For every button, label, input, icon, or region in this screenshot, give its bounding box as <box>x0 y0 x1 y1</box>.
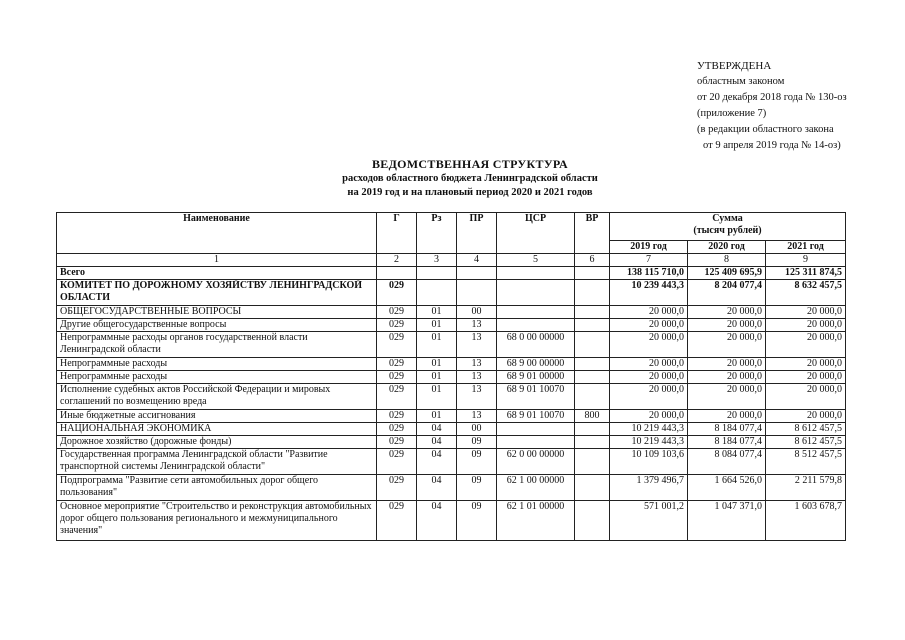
row-value-2021: 8 632 457,5 <box>766 280 846 306</box>
row-vr <box>575 475 610 501</box>
row-g: 029 <box>377 501 417 541</box>
row-name: Исполнение судебных актов Российской Федерации и мировых соглашений по возмещению вреда <box>57 384 377 410</box>
row-pr <box>457 267 497 280</box>
row-rz: 04 <box>417 436 457 449</box>
column-index: 3 <box>417 254 457 267</box>
row-csr: 68 0 00 00000 <box>497 332 575 358</box>
row-value-2021: 8 512 457,5 <box>766 449 846 475</box>
row-vr <box>575 306 610 319</box>
row-name: Непрограммные расходы <box>57 371 377 384</box>
row-rz <box>417 280 457 306</box>
row-pr: 13 <box>457 371 497 384</box>
row-vr <box>575 332 610 358</box>
row-value-2019: 138 115 710,0 <box>610 267 688 280</box>
header-year-2021: 2021 год <box>766 241 846 254</box>
approval-line: от 20 декабря 2018 года № 130-оз <box>697 92 847 103</box>
row-rz: 01 <box>417 358 457 371</box>
table-row <box>57 384 846 410</box>
row-csr <box>497 306 575 319</box>
row-value-2021: 20 000,0 <box>766 358 846 371</box>
row-value-2019: 10 109 103,6 <box>610 449 688 475</box>
row-pr: 09 <box>457 475 497 501</box>
table-row <box>57 267 846 280</box>
table-row <box>57 332 846 358</box>
row-pr: 13 <box>457 319 497 332</box>
row-name: Всего <box>57 267 377 280</box>
title-line-2: расходов областного бюджета Ленинградской области <box>342 173 598 184</box>
row-csr: 62 1 00 00000 <box>497 475 575 501</box>
header-pr: ПР <box>457 213 497 254</box>
row-name: Подпрограмма "Развитие сети автомобильных дорог общего пользования" <box>57 475 377 501</box>
row-g: 029 <box>377 436 417 449</box>
row-csr <box>497 267 575 280</box>
row-value-2020: 20 000,0 <box>688 371 766 384</box>
column-index: 1 <box>57 254 377 267</box>
approval-line: (приложение 7) <box>697 108 767 119</box>
row-rz: 01 <box>417 332 457 358</box>
row-rz: 01 <box>417 306 457 319</box>
row-name: НАЦИОНАЛЬНАЯ ЭКОНОМИКА <box>57 423 377 436</box>
row-g: 029 <box>377 449 417 475</box>
row-rz: 04 <box>417 449 457 475</box>
table-row <box>57 306 846 319</box>
row-g: 029 <box>377 371 417 384</box>
header-sum <box>610 213 846 241</box>
row-g: 029 <box>377 306 417 319</box>
row-name: КОМИТЕТ ПО ДОРОЖНОМУ ХОЗЯЙСТВУ ЛЕНИНГРАДСКОЙ ОБЛАСТИ <box>57 280 377 306</box>
document-title <box>250 157 690 200</box>
row-value-2020: 125 409 695,9 <box>688 267 766 280</box>
column-index: 6 <box>575 254 610 267</box>
column-index: 9 <box>766 254 846 267</box>
row-value-2021: 1 603 678,7 <box>766 501 846 541</box>
row-value-2020: 8 084 077,4 <box>688 449 766 475</box>
row-vr: 800 <box>575 410 610 423</box>
row-value-2020: 20 000,0 <box>688 410 766 423</box>
column-index: 7 <box>610 254 688 267</box>
row-value-2020: 1 047 371,0 <box>688 501 766 541</box>
row-name: Иные бюджетные ассигнования <box>57 410 377 423</box>
row-name: Другие общегосударственные вопросы <box>57 319 377 332</box>
row-g: 029 <box>377 319 417 332</box>
row-value-2021: 2 211 579,8 <box>766 475 846 501</box>
table-row <box>57 319 846 332</box>
row-value-2019: 20 000,0 <box>610 371 688 384</box>
column-index: 5 <box>497 254 575 267</box>
title-line-3: на 2019 год и на плановый период 2020 и 2021 годов <box>347 187 593 198</box>
row-g: 029 <box>377 423 417 436</box>
table-row <box>57 449 846 475</box>
row-vr <box>575 358 610 371</box>
row-value-2020: 8 184 077,4 <box>688 423 766 436</box>
row-rz: 04 <box>417 501 457 541</box>
row-vr <box>575 280 610 306</box>
row-rz: 01 <box>417 319 457 332</box>
row-vr <box>575 449 610 475</box>
header-vr: ВР <box>575 213 610 254</box>
row-g: 029 <box>377 475 417 501</box>
header-year-2020: 2020 год <box>688 241 766 254</box>
row-value-2021: 20 000,0 <box>766 384 846 410</box>
row-vr <box>575 436 610 449</box>
header-sum-unit: (тысяч рублей) <box>693 225 762 236</box>
row-name: Непрограммные расходы <box>57 358 377 371</box>
header-rz: Рз <box>417 213 457 254</box>
row-g: 029 <box>377 410 417 423</box>
row-vr <box>575 371 610 384</box>
row-name: ОБЩЕГОСУДАРСТВЕННЫЕ ВОПРОСЫ <box>57 306 377 319</box>
column-index: 4 <box>457 254 497 267</box>
row-rz: 01 <box>417 384 457 410</box>
row-value-2020: 8 184 077,4 <box>688 436 766 449</box>
row-csr: 68 9 01 00000 <box>497 371 575 384</box>
row-csr: 62 1 01 00000 <box>497 501 575 541</box>
table-row <box>57 475 846 501</box>
row-vr <box>575 501 610 541</box>
row-value-2019: 20 000,0 <box>610 306 688 319</box>
header-g: Г <box>377 213 417 254</box>
row-csr <box>497 436 575 449</box>
row-g <box>377 267 417 280</box>
row-value-2019: 20 000,0 <box>610 358 688 371</box>
row-name: Основное мероприятие "Строительство и реконструкция автомобильных дорог общего пользования регионального и межмуниципального значения" <box>57 501 377 541</box>
row-csr: 68 9 01 10070 <box>497 384 575 410</box>
row-value-2019: 10 239 443,3 <box>610 280 688 306</box>
row-csr: 62 0 00 00000 <box>497 449 575 475</box>
row-pr: 13 <box>457 332 497 358</box>
row-rz: 01 <box>417 371 457 384</box>
row-csr <box>497 319 575 332</box>
title-line-1: ВЕДОМСТВЕННАЯ СТРУКТУРА <box>372 157 568 171</box>
row-value-2020: 8 204 077,4 <box>688 280 766 306</box>
row-pr: 09 <box>457 449 497 475</box>
row-value-2021: 20 000,0 <box>766 410 846 423</box>
row-pr: 13 <box>457 384 497 410</box>
table-row <box>57 358 846 371</box>
row-value-2019: 1 379 496,7 <box>610 475 688 501</box>
row-name: Государственная программа Ленинградской области "Развитие транспортной системы Ленинградской области" <box>57 449 377 475</box>
table-row <box>57 410 846 423</box>
row-pr: 09 <box>457 501 497 541</box>
approval-line: УТВЕРЖДЕНА <box>697 60 772 72</box>
row-value-2021: 20 000,0 <box>766 371 846 384</box>
row-g: 029 <box>377 280 417 306</box>
row-value-2021: 8 612 457,5 <box>766 436 846 449</box>
row-value-2019: 10 219 443,3 <box>610 423 688 436</box>
row-value-2020: 20 000,0 <box>688 306 766 319</box>
row-value-2021: 20 000,0 <box>766 306 846 319</box>
row-value-2020: 20 000,0 <box>688 384 766 410</box>
row-csr: 68 9 01 10070 <box>497 410 575 423</box>
row-value-2020: 20 000,0 <box>688 332 766 358</box>
header-year-2019: 2019 год <box>610 241 688 254</box>
row-value-2019: 20 000,0 <box>610 410 688 423</box>
table-row <box>57 436 846 449</box>
table-row <box>57 280 846 306</box>
row-value-2019: 571 001,2 <box>610 501 688 541</box>
row-value-2021: 125 311 874,5 <box>766 267 846 280</box>
row-rz: 04 <box>417 423 457 436</box>
table-row <box>57 371 846 384</box>
row-value-2021: 20 000,0 <box>766 319 846 332</box>
row-value-2019: 20 000,0 <box>610 332 688 358</box>
row-g: 029 <box>377 384 417 410</box>
row-value-2020: 20 000,0 <box>688 358 766 371</box>
table-row <box>57 501 846 541</box>
row-rz: 01 <box>417 410 457 423</box>
row-pr <box>457 280 497 306</box>
row-name: Дорожное хозяйство (дорожные фонды) <box>57 436 377 449</box>
row-pr: 13 <box>457 410 497 423</box>
header-name: Наименование <box>57 213 377 254</box>
approval-stamp <box>697 58 847 154</box>
header-csr: ЦСР <box>497 213 575 254</box>
row-csr <box>497 423 575 436</box>
column-index-row <box>57 254 846 267</box>
row-g: 029 <box>377 358 417 371</box>
row-value-2021: 8 612 457,5 <box>766 423 846 436</box>
row-pr: 09 <box>457 436 497 449</box>
approval-line: от 9 апреля 2019 года № 14-оз) <box>703 140 841 151</box>
row-g: 029 <box>377 332 417 358</box>
row-value-2019: 10 219 443,3 <box>610 436 688 449</box>
approval-line: областным законом <box>697 76 785 87</box>
column-index: 2 <box>377 254 417 267</box>
row-rz: 04 <box>417 475 457 501</box>
row-value-2019: 20 000,0 <box>610 384 688 410</box>
row-rz <box>417 267 457 280</box>
row-csr: 68 9 00 00000 <box>497 358 575 371</box>
row-value-2020: 1 664 526,0 <box>688 475 766 501</box>
row-vr <box>575 423 610 436</box>
column-index: 8 <box>688 254 766 267</box>
budget-table <box>56 212 846 541</box>
row-value-2019: 20 000,0 <box>610 319 688 332</box>
row-name: Непрограммные расходы органов государственной власти Ленинградской области <box>57 332 377 358</box>
header-sum-title: Сумма <box>712 213 743 224</box>
row-value-2020: 20 000,0 <box>688 319 766 332</box>
row-csr <box>497 280 575 306</box>
row-pr: 00 <box>457 423 497 436</box>
row-value-2021: 20 000,0 <box>766 332 846 358</box>
row-vr <box>575 267 610 280</box>
row-vr <box>575 319 610 332</box>
row-vr <box>575 384 610 410</box>
approval-line: (в редакции областного закона <box>697 124 834 135</box>
table-row <box>57 423 846 436</box>
row-pr: 13 <box>457 358 497 371</box>
row-pr: 00 <box>457 306 497 319</box>
